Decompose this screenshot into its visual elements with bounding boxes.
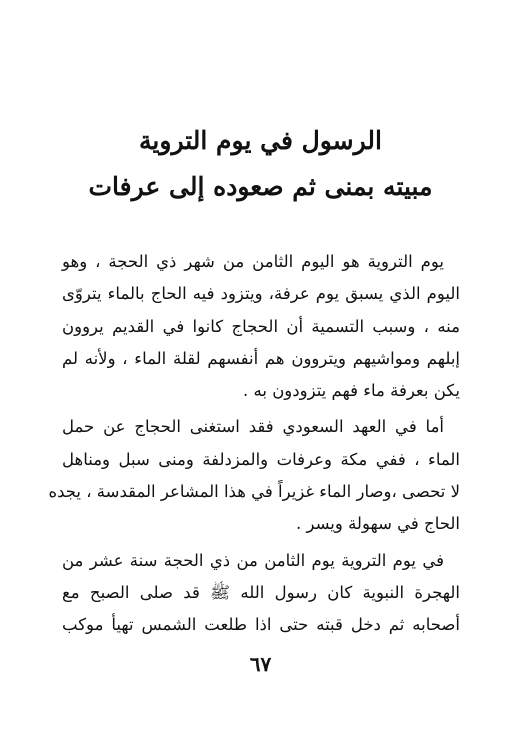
paragraph-2 [48,411,460,540]
text-line: يكن بعرفة ماء فهم يتزودون به . [243,381,460,401]
chapter-title-line-2: مبيته بمنى ثم صعوده إلى عرفات [88,172,433,201]
text-line: منه ، وسبب التسمية أن الحجاج كانوا في القديم يروون [62,316,460,336]
text-line: أصحابه ثم دخل قبته حتى اذا طلعت الشمس تهيأ موكب [62,615,460,635]
text-line: الماء ، ففي مكة وعرفات والمزدلفة ومنى سبل ومناهل [62,449,460,469]
text-line: في يوم التروية يوم الثامن من ذي الحجة سنة عشر من [62,550,444,570]
text-line: إبلهم ومواشيهم ويتروون هم أنفسهم لقلة الماء ، ولأنه لم [62,348,460,368]
text-line: الهجرة النبوية كان رسول الله ﷺ قد صلى الصبح مع [62,582,460,602]
text-line: الحاج في سهولة ويسر . [295,514,460,534]
text-line: اليوم الذي يسبق يوم عرفة، ويتزود فيه الحاج بالماء يتروّى [62,284,460,304]
body-text [48,246,460,646]
text-line: أما في العهد السعودي فقد استغنى الحجاج عن حمل [62,417,444,437]
chapter-title-line-1: الرسول في يوم التروية [139,126,382,155]
page-number: ٦٧ [249,652,272,676]
paragraph-1 [62,246,460,407]
text-line: يوم التروية هو اليوم الثامن من شهر ذي الحجة ، وهو [62,252,444,271]
chapter-title [40,118,481,210]
paragraph-3 [62,545,460,642]
text-line: لا تحصى ،وصار الماء غزيراً في هذا المشاعر المقدسة ، يجده [48,482,460,502]
